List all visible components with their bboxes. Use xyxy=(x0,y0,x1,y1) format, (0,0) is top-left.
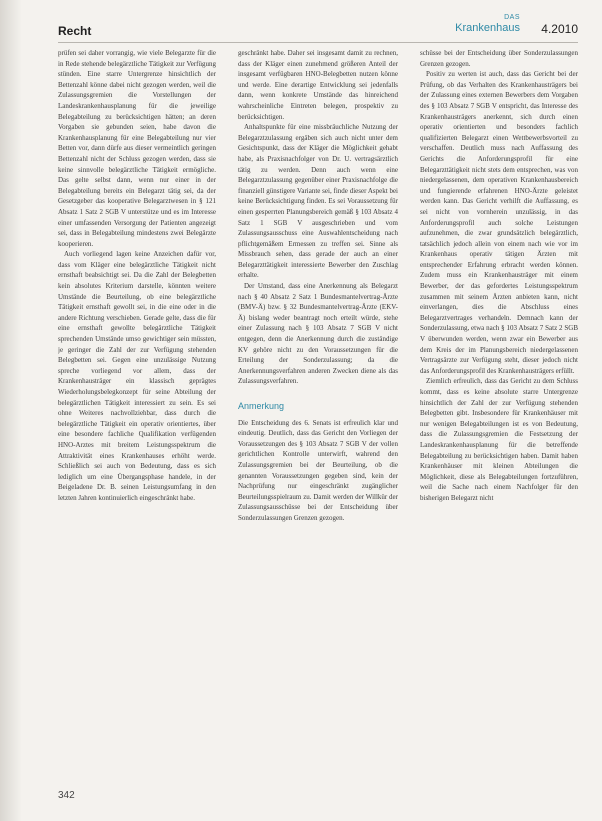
text-column-3 xyxy=(420,48,578,760)
section-title: Recht xyxy=(58,24,92,38)
text-column-1 xyxy=(58,48,216,760)
paragraph: schüsse bei der Entscheidung über Sonderzulassungen Grenzen gezogen. xyxy=(420,49,578,68)
header-rule xyxy=(58,42,578,43)
journal-logo xyxy=(455,14,520,34)
page-fold-shadow xyxy=(0,0,22,821)
paragraph: Die Entscheidung des 6. Senats ist erfreulich klar und eindeutig. Deutlich, dass das Gericht den Vorliegen der Voraussetzungen des § 103 Absatz 7 SGB V der vollen gerichtlichen Kontrolle unterwirft, wahrend den Zulassungsgremien bei der Beurteilung, ob die genannten Voraussetzungen gegeben sind, kein der Nachprüfung nur eingeschränkt zugänglicher Beurteilungsspielraum zu. Damit werden der Willkür der Zulassungsausschüsse bei der Entscheidung über Sonderzulassungen Grenzen gezogen. xyxy=(238,418,398,522)
paragraph: prüfen sei daher vorrangig, wie viele Belegarzte für die in Rede stehende belegärztliche Tätigkeit zur Verfügung stünden. Eine starre Untergrenze hinsichtlich der Bettenzahl könne dabei nicht gezogen werden, weil die Zulassungsgremien die Vorstellungen der Landeskrankenhausplanung für die jeweilige Belegabteilung zu berücksichtigen hätten; an deren Vorgaben sie gebunden seien, habe davon die Krankenhausplanung für eine Belegabteilung nur vier Betten vor, dann dürfe aus dieser vermeintlich geringen Bettenzahl nicht der Schluss gezogen werden, dass sie keine sinnvolle belegärztliche Tätigkeit ermögliche. Das gelte selbst dann, wenn nur einer in der Belegabteilung bereits ein Belegarzt tätig sei, da der Gesetzgeber das kooperative Belegarztwesen in § 121 Absatz 1 Satz 2 SGB V unterstütze und es im Interesse einer umfassenden Versorgung der Patienten angezeigt sei, dass in Belegabteilung mindestens zwei Belegärzte kooperieren. xyxy=(58,49,216,248)
issue-number: 4.2010 xyxy=(541,22,578,36)
journal-logo-top: DAS xyxy=(504,14,520,21)
paragraph: Positiv zu werten ist auch, dass das Gericht bei der Prüfung, ob das Verhalten des Krankenhausträgers bei der Zulassung eines externen Bewerbers dem Vorgaben des § 103 Absatz 7 SGB V entspricht, das Interesse des Krankenhausträgers anerkennt, sich durch einen operativ orientierten und besonders fachlich qualifizierten Belegarzt einen Wettbewerbsvorteil zu verschaffen. Deutlich muss nach Auffassung des Gerichts die Anforderungsprofil für eine Belegarzttätigkeit nicht stets dem entsprechen, was von niedergelassenen, dem operativen Krankenhausbereich und fungierende erfahrenen HNO-Ärzte geleistet werden kann. Das Gericht verhilft die Auffassung, es sei nicht von vornherein unzulässig, in das Anforderungsprofil auch solche Leistungen aufzunehmen, die zwar grundsätzlich belegärztlich, tatsächlich jedoch allein von einem nach wie vor im Krankenhaus operativ tätigen Ärzten mit entsprechender Erfahrung erbracht werden können. Zudem muss ein Krankenhausträger mit einem Bewerber, der das gefordertes Leistungsspektrum zusammen mit seinem Ärzten anbieten kann, nicht einverlangen, dies die Abschluss eines Belegarztvertrages verhandeln. Demnach kann der Sonderzulassung, etwa nach § 103 Absatz 7 Satz 2 SGB V überwunden werden, wenn zwar ein Bewerber aus dem Kreis der im Planungsbereich niedergelassenen Vertragsärzte zur Verfügung steht, dieser jedoch nicht das Anforderungsprofil des Krankenhausträgers erfüllt. xyxy=(420,70,578,375)
paragraph: Auch vorliegend lagen keine Anzeichen dafür vor, dass vom Kläger eine belegärztliche Tätigkeit nicht ernsthaft beabsichtigt sei. Da die Zahl der Belegbetten kein absolutes Kriterium darstelle, könnten weitere Umstände die Beurteilung, ob eine belegärztliche Tätigkeit ernsthaft gewollt sei, in die eine oder in die andere Richtung verschieben. Gerade gelte, dass die für eine ernsthaft gewollte belegärztliche Tätigkeit sprechenden Umstände umso gewichtiger sein müssten, je geringer die Zahl der zur Verfügung stehenden Belegbetten sei. Gegen eine unzulässige Nutzung spreche vorliegend vor allem, dass der Krankenhausträger ein klassisch geprägtes Wiederholungsbelegkonzept für seine Abteilung der belegärztlichen Tätigkeit interessiert zu sein. Es sei ohne Weiteres nachvollziehbar, dass durch die belegärztliche Tätigkeit ein operativ orientiertes, über eine besondere fachliche Qualifikation verfügenden HNO-Arztes mit breitem Leistungsspektrum die Attraktivität eines Krankenhauses erhöht werde. Schließlich sei auch von Bedeutung, dass es sich lediglich um eine Übergangsphase handele, in der Beigeladene Dr. B. seinen Leistungsumfang in den letzten Jahren kontinuierlich eingeschränkt habe. xyxy=(58,250,216,502)
paragraph: Anhaltspunkte für eine missbräuchliche Nutzung der Belegarztzulassung ergäben sich auch nicht unter dem Gesichtspunkt, dass der Kläger die Möglichkeit gehabt habe, als Praxisnachfolger von Dr. U. vertragsärztlich tätig zu werden. Denn auch wenn eine Belegarztzulassung gegenüber einer Praxisnachfolge die finanziell günstigere Variante sei, finde dieser Aspekt bei keine Berücksichtigung finden. Es sei Voraussetzung für einen gesperrten Planungsbereich gemäß § 103 Absatz 4 Satz 1 SGB V ausgeschrieben und vom Zulassungsausschuss eine Auswahlentscheidung nach pflichtgemäßem Ermessen zu treffen sei. Sinne als Missbrauch sehen, dass gerade der auch an einer Belegarzttätigkeit interessierte Bewerber den Zuschlag erhalte. xyxy=(238,123,398,280)
section-subheading: Anmerkung xyxy=(238,401,285,411)
paragraph: geschränkt habe. Daher sei insgesamt damit zu rechnen, dass der Kläger einen zunehmend größeren Anteil der insgesamt verfügbaren HNO-Belegbetten nutzen könne und werde. Eine derartige Entwicklung sei jedenfalls dann, wenn konkrete Umstände das hinreichend wahrscheinliche Eintreten belegen, prospektiv zu berücksichtigen. xyxy=(238,49,398,121)
page-number: 342 xyxy=(58,790,75,801)
page-header xyxy=(58,14,578,40)
paragraph: Der Umstand, dass eine Anerkennung als Belegarzt nach § 40 Absatz 2 Satz 1 Bundesmantelvertrag-Ärzte (BMV-Ä) bzw. § 32 Bundesmantelvertrag-Ärzte (EKV-Ä) bislang weder beantragt noch erteilt würde, stehe einer Zulassung nach § 103 Absatz 7 SGB V nicht entgegen, denn die Anerkennung durch die zuständige KV gehöre nicht zu den Voraussetzungen für die Erteilung der Sonderzulassung; da die Anerkennungsverfahren anderen Zwecken diene als das Zulassungsverfahren. xyxy=(238,282,398,386)
paragraph: Ziemlich erfreulich, dass das Gericht zu dem Schluss kommt, dass es keine absolute starre Untergrenze hinsichtlich der Zahl der zur Verfügung stehenden Belegbetten gibt. Insbesondere für Krankenhäuser mit nur wenigen Belegabteilungen ist es von Bedeutung, dass die Zulassungsgremien die Festsetzung der Landeskrankenhausplanung für die betreffende Belegabteilung zu berücksichtigen haben. Damit haben Krankenhäuser mit kleinen Abteilungen die Möglichkeit, diese als Belegabteilungen fortzuführen, weil die Sache nach einem Nachfolger für den bisherigen Belegarzt nicht xyxy=(420,377,578,502)
text-column-2 xyxy=(238,48,398,760)
journal-logo-name: Krankenhaus xyxy=(455,22,520,34)
